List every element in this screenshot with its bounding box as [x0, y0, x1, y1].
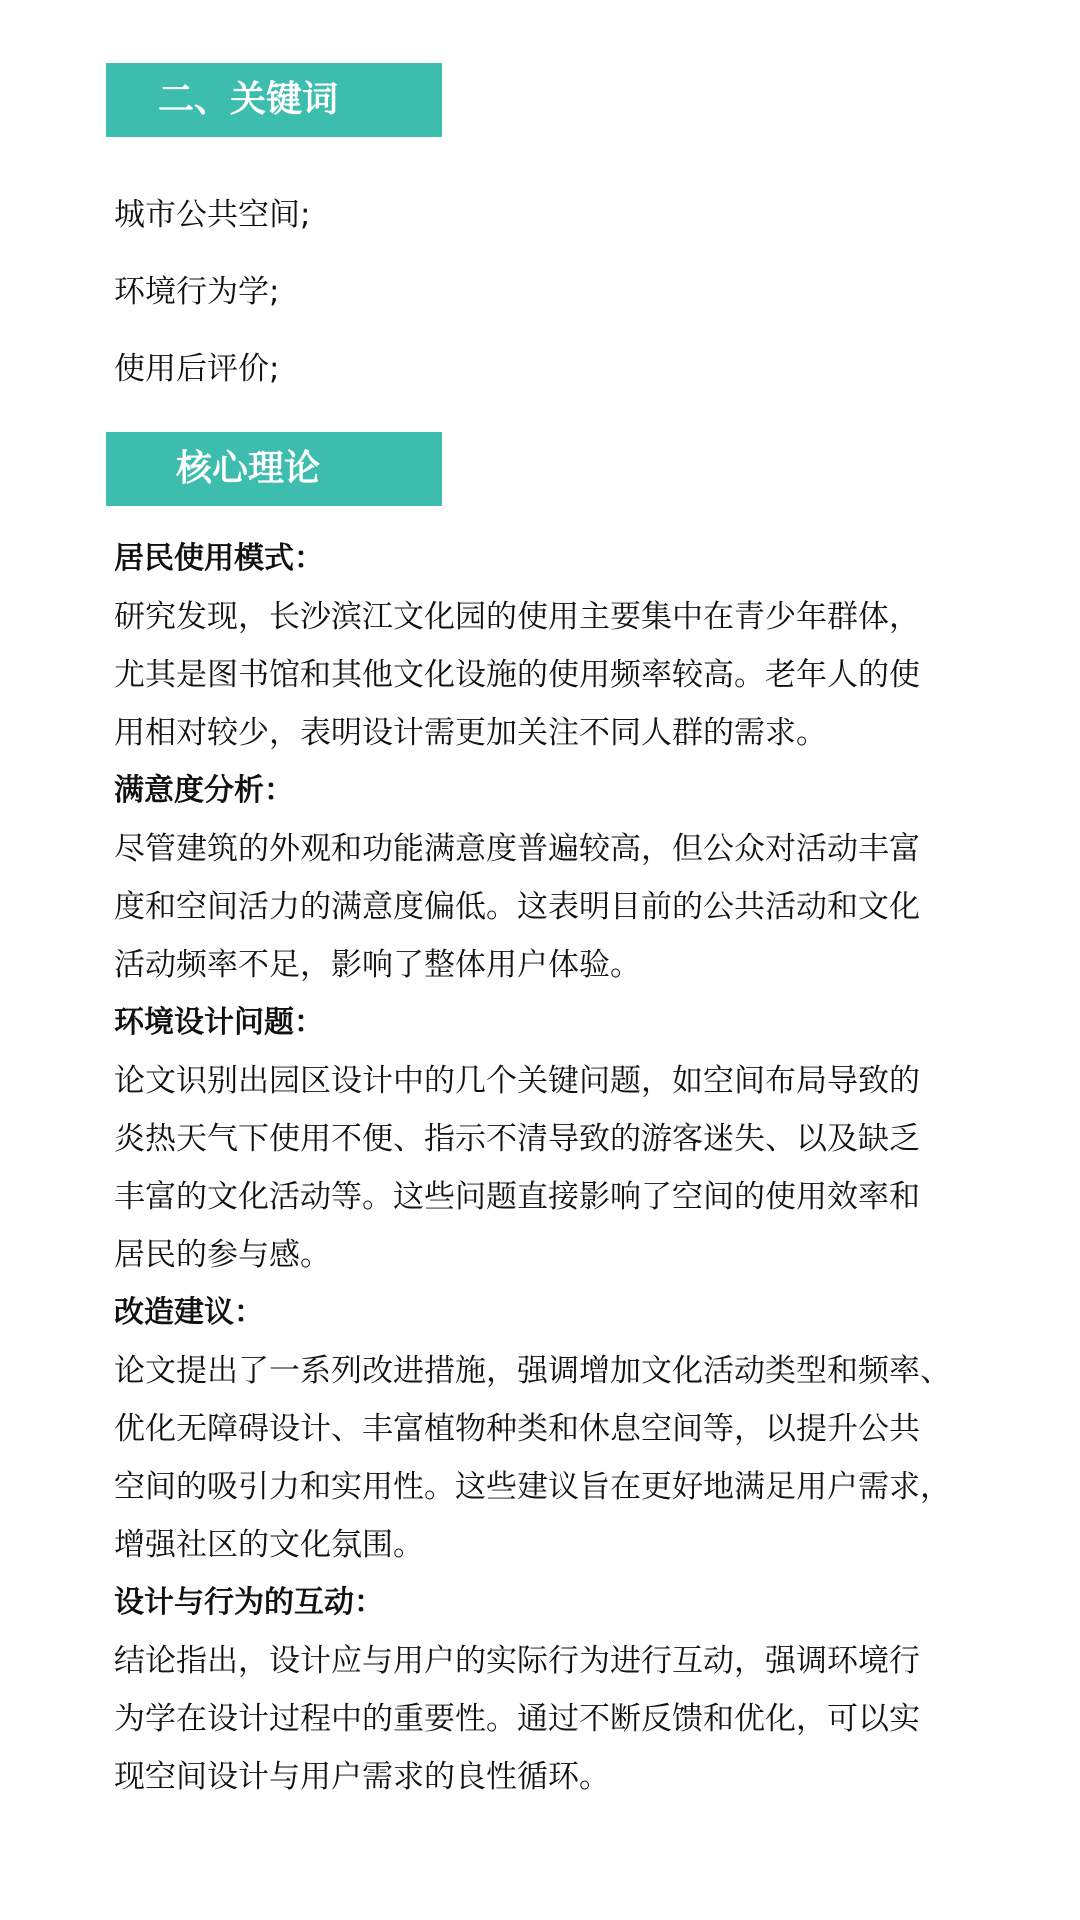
theory-line: 现空间设计与用户需求的良性循环。	[114, 1759, 610, 1795]
theory-line: 增强社区的文化氛围。	[114, 1527, 424, 1563]
section-title-core-theory: 核心理论	[176, 448, 321, 489]
theory-heading: 居民使用模式：	[114, 541, 324, 576]
theory-line: 活动频率不足，影响了整体用户体验。	[114, 947, 641, 983]
theory-line: 用相对较少，表明设计需更加关注不同人群的需求。	[114, 715, 827, 751]
theory-line: 度和空间活力的满意度偏低。这表明目前的公共活动和文化	[114, 889, 920, 925]
theory-line: 尤其是图书馆和其他文化设施的使用频率较高。老年人的使	[114, 657, 920, 693]
theory-block-usage-patterns	[114, 530, 982, 762]
theory-line: 居民的参与感。	[114, 1237, 331, 1273]
theory-block-interaction	[114, 1574, 982, 1806]
theory-line: 论文识别出园区设计中的几个关键问题，如空间布局导致的	[114, 1063, 920, 1099]
theory-block-renovation	[114, 1284, 982, 1574]
theory-block-satisfaction	[114, 762, 982, 994]
theory-heading: 改造建议：	[114, 1295, 264, 1330]
theory-line: 炎热天气下使用不便、指示不清导致的游客迷失、以及缺乏	[114, 1121, 920, 1157]
theory-block-design-issues	[114, 994, 982, 1284]
theory-line: 研究发现，长沙滨江文化园的使用主要集中在青少年群体，	[114, 599, 920, 635]
theory-line: 为学在设计过程中的重要性。通过不断反馈和优化，可以实	[114, 1701, 920, 1737]
core-theory-content	[114, 530, 982, 1806]
theory-line: 结论指出，设计应与用户的实际行为进行互动，强调环境行	[114, 1643, 920, 1679]
section-banner-core-theory	[106, 432, 442, 506]
keyword-item: 使用后评价;	[114, 351, 280, 387]
theory-line: 优化无障碍设计、丰富植物种类和休息空间等，以提升公共	[114, 1411, 920, 1447]
theory-line: 空间的吸引力和实用性。这些建议旨在更好地满足用户需求，	[114, 1469, 951, 1505]
theory-heading: 满意度分析：	[114, 773, 294, 808]
keyword-item: 环境行为学;	[114, 274, 280, 310]
theory-heading: 环境设计问题：	[114, 1005, 324, 1040]
section-banner-keywords	[106, 63, 442, 137]
theory-heading: 设计与行为的互动：	[114, 1585, 384, 1620]
section-title-keywords: 二、关键词	[158, 79, 339, 120]
keyword-item: 城市公共空间;	[114, 197, 311, 233]
theory-line: 丰富的文化活动等。这些问题直接影响了空间的使用效率和	[114, 1179, 920, 1215]
theory-line: 论文提出了一系列改进措施，强调增加文化活动类型和频率、	[114, 1353, 951, 1389]
theory-line: 尽管建筑的外观和功能满意度普遍较高，但公众对活动丰富	[114, 831, 920, 867]
